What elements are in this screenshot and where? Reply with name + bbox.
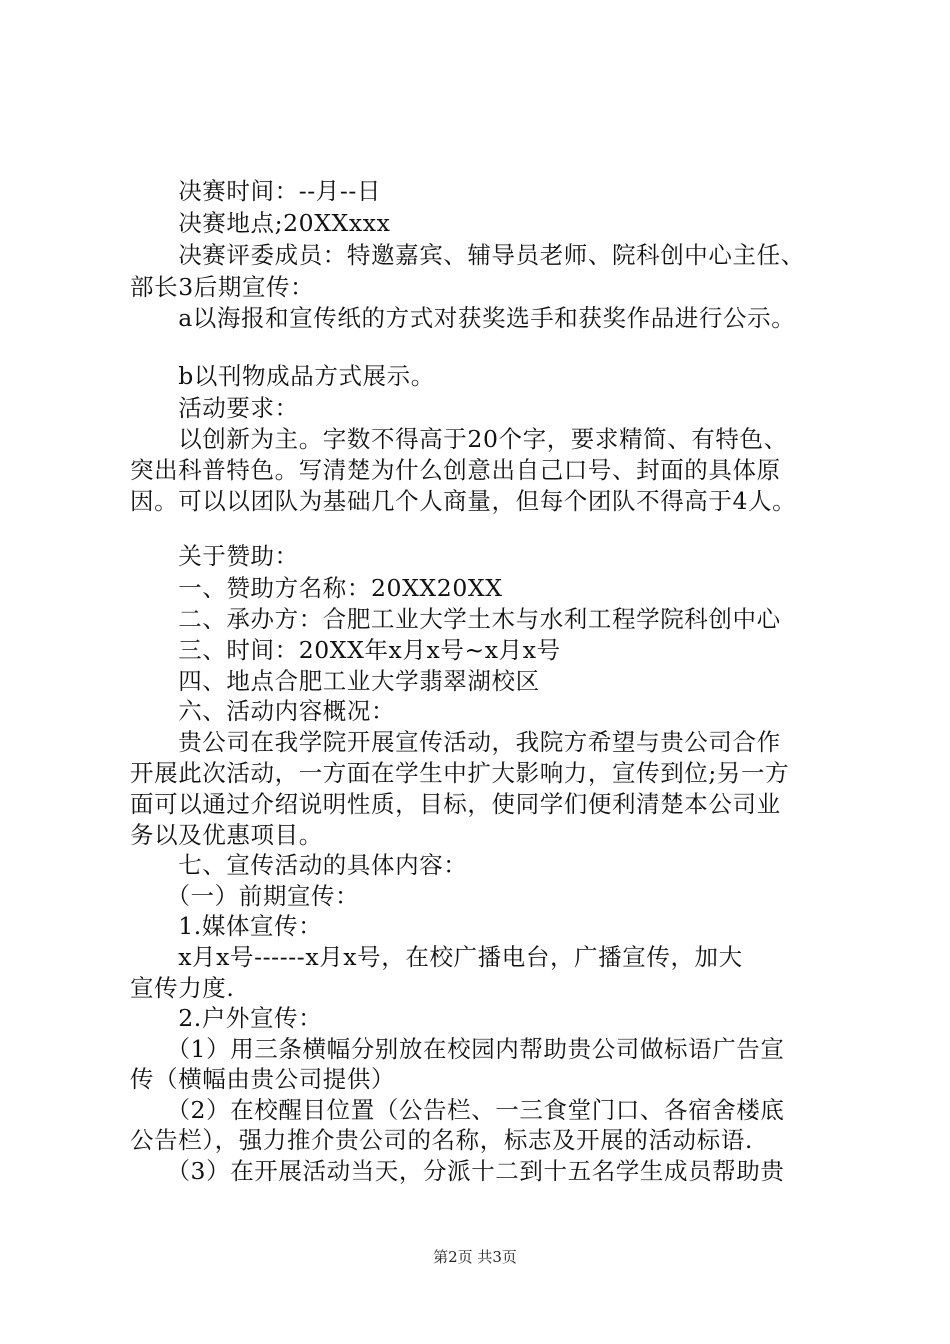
text-line: b以刊物成品方式展示。 (130, 362, 435, 390)
text-line: 六、活动内容概况： (130, 697, 396, 725)
text-line: 七、宣传活动的具体内容： (130, 851, 468, 879)
text-line: 关于赞助： (130, 542, 299, 570)
text-line: 面可以通过介绍说明性质，目标，使同学们便利清楚本公司业 (130, 790, 781, 818)
text-line: 二、承办方：合肥工业大学土木与水利工程学院科创中心 (130, 605, 781, 633)
text-line: （一）前期宣传： (130, 882, 360, 910)
text-line: 决赛地点;20XXxxx (130, 209, 391, 237)
text-line: 决赛时间：--月--日 (130, 177, 382, 205)
text-line: 部长3后期宣传： (130, 273, 315, 301)
text-line: 决赛评委成员：特邀嘉宾、辅导员老师、院科创中心主任、 (130, 241, 805, 269)
text-line: 2.户外宣传： (130, 1004, 323, 1032)
text-line: 贵公司在我学院开展宣传活动，我院方希望与贵公司合作 (130, 728, 781, 756)
text-line: 1.媒体宣传： (130, 912, 323, 940)
text-line: a以海报和宣传纸的方式对获奖选手和获奖作品进行公示。 (130, 304, 796, 332)
text-line: 三、时间：20XX年x月x号~x月x号 (130, 636, 561, 664)
text-line: 宣传力度. (130, 974, 235, 1002)
text-line: x月x号------x月x号，在校广播电台，广播宣传，加大 (130, 943, 743, 971)
text-line: 活动要求： (130, 394, 299, 422)
text-line: 突出科普特色。写清楚为什么创意出自己口号、封面的具体原 (130, 456, 781, 484)
text-line: 以创新为主。字数不得高于20个字，要求精简、有特色、 (130, 425, 788, 453)
text-line: 开展此次活动，一方面在学生中扩大影响力，宣传到位;另一方 (130, 759, 790, 787)
page-footer: 第2页 共3页 (433, 1248, 517, 1266)
text-line: 一、赞助方名称：20XX20XX (130, 574, 503, 602)
text-line: （3）在开展活动当天，分派十二到十五名学生成员帮助贵 (130, 1157, 785, 1185)
text-line: 公告栏），强力推介贵公司的名称，标志及开展的活动标语. (130, 1126, 753, 1154)
text-line: 务以及优惠项目。 (130, 821, 323, 849)
text-line: 因。可以以团队为基础几个人商量，但每个团队不得高于4人。 (130, 487, 797, 515)
text-line: 四、地点合肥工业大学翡翠湖校区 (130, 667, 540, 695)
text-line: （1）用三条横幅分别放在校园内帮助贵公司做标语广告宣 (130, 1035, 785, 1063)
text-line: 传（横幅由贵公司提供） (130, 1065, 396, 1093)
text-line: （2）在校醒目位置（公告栏、一三食堂门口、各宿舍楼底 (130, 1096, 785, 1124)
